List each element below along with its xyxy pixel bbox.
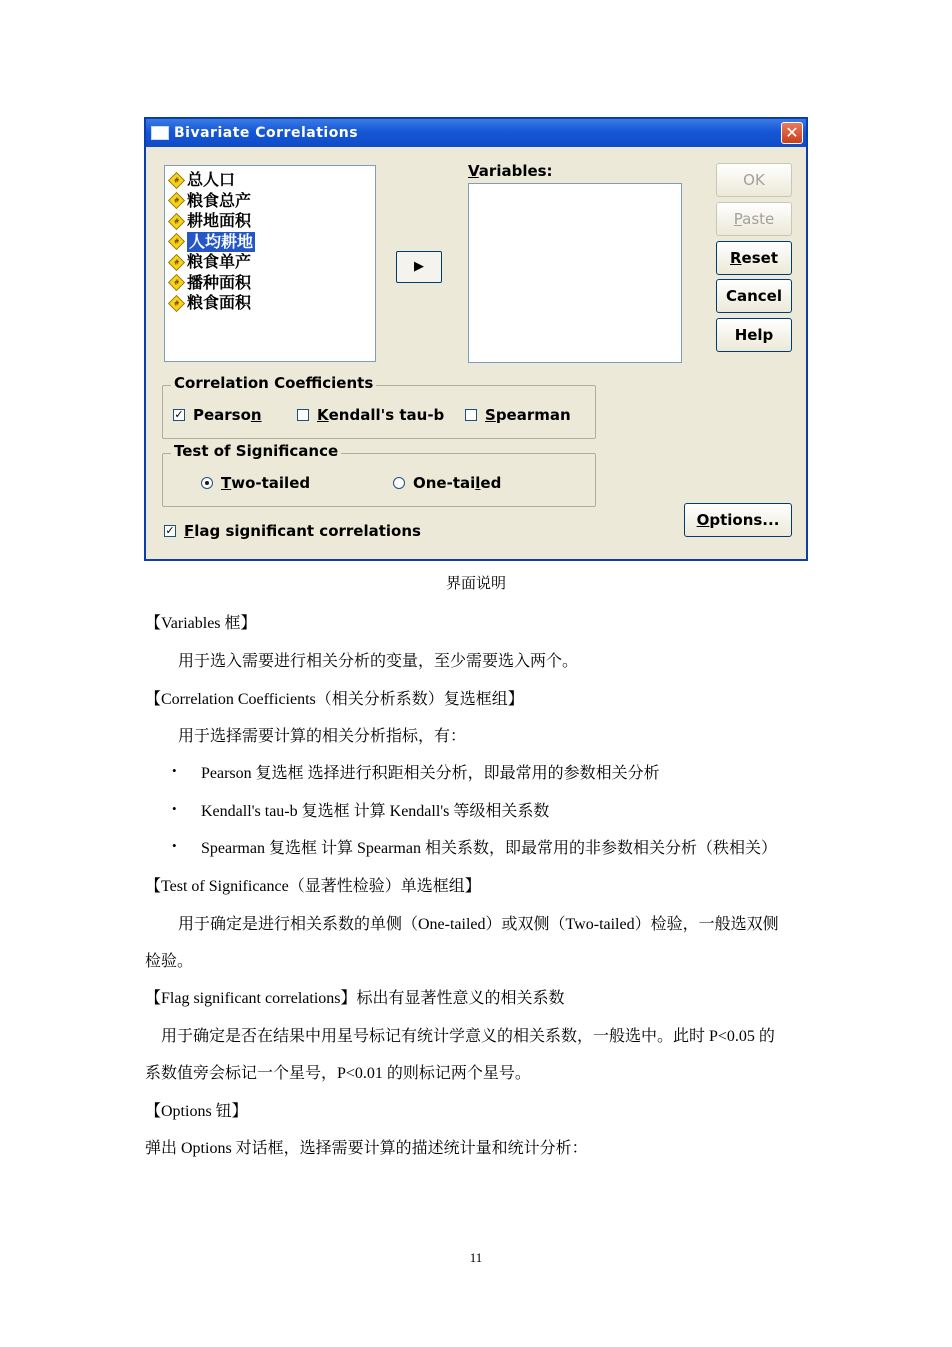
scale-variable-icon: # [168, 254, 185, 271]
bullet-icon: • [172, 838, 177, 853]
section-heading: 【Flag significant correlations】标出有显著性意义的相关系数 [145, 990, 565, 1007]
list-item: Spearman 复选框 计算 Spearman 相关系数，即最常用的非参数相关分析（秩相关） [201, 840, 777, 857]
flag-significant-checkbox[interactable]: ✓ F lag significant correlations [165, 522, 421, 540]
paragraph: 用于确定是否在结果中用星号标记有统计学意义的相关系数，一般选中。此时 P<0.05 的 [161, 1028, 775, 1045]
paragraph: 用于选入需要进行相关分析的变量，至少需要选入两个。 [178, 653, 579, 670]
scale-variable-icon: # [168, 295, 185, 312]
variables-label: Variables: [468, 162, 553, 180]
list-item[interactable]: # 粮食面积 [169, 293, 375, 314]
paragraph: 系数值旁会标记一个星号，P<0.01 的则标记两个星号。 [145, 1065, 531, 1082]
options-button[interactable]: Options... [684, 503, 792, 537]
paragraph: 用于确定是进行相关系数的单侧（One-tailed）或双侧（Two-tailed）检验，一般选双侧 [178, 916, 779, 933]
list-item[interactable]: # 播种面积 [169, 273, 375, 294]
scale-variable-icon: # [168, 233, 185, 250]
paragraph: 弹出 Options 对话框，选择需要计算的描述统计量和统计分析： [145, 1140, 588, 1157]
checkbox-checked-icon: ✓ [174, 408, 184, 421]
list-item-selected[interactable]: # 人均耕地 [169, 232, 375, 253]
pearson-checkbox[interactable]: ✓ Pearso n [174, 406, 262, 424]
source-variable-list[interactable] [164, 165, 376, 362]
section-heading: 【Variables 框】 [145, 615, 257, 632]
cancel-button[interactable]: Cancel [716, 279, 792, 313]
move-to-variables-button[interactable] [396, 251, 442, 283]
variables-list[interactable] [468, 183, 682, 363]
arrow-right-icon: ▶ [414, 259, 424, 274]
paragraph: 检验。 [145, 953, 194, 970]
group-legend: Correlation Coefficients [171, 374, 376, 392]
close-button[interactable]: ✕ [781, 122, 803, 144]
scale-variable-icon: # [168, 172, 185, 189]
list-item[interactable]: # 耕地面积 [169, 211, 375, 232]
ok-button[interactable]: OK [716, 163, 792, 197]
checkbox-unchecked-icon [465, 409, 477, 421]
figure-caption: 界面说明 [445, 576, 506, 592]
bivariate-correlations-dialog [144, 117, 808, 561]
two-tailed-radio[interactable]: T wo-tailed [201, 474, 310, 492]
section-heading: 【Options 钮】 [145, 1103, 248, 1120]
kendall-checkbox[interactable]: K endall's tau-b [297, 406, 444, 424]
scale-variable-icon: # [168, 274, 185, 291]
checkbox-unchecked-icon [297, 409, 309, 421]
list-item[interactable]: # 粮食单产 [169, 252, 375, 273]
spearman-checkbox[interactable]: S pearman [465, 406, 571, 424]
bullet-icon: • [172, 801, 177, 816]
list-item: Pearson 复选框 选择进行积距相关分析，即最常用的参数相关分析 [201, 765, 660, 782]
list-item: Kendall's tau-b 复选框 计算 Kendall's 等级相关系数 [201, 803, 550, 820]
section-heading: 【Correlation Coefficients（相关分析系数）复选框组】 [145, 691, 524, 708]
checkbox-checked-icon: ✓ [165, 524, 175, 537]
paste-button[interactable]: Paste [716, 202, 792, 236]
bullet-icon: • [172, 763, 177, 778]
list-item[interactable]: # 总人口 [169, 170, 375, 191]
radio-selected-icon [201, 477, 213, 489]
help-button[interactable]: Help [716, 318, 792, 352]
reset-button[interactable]: Reset [716, 241, 792, 275]
paragraph: 用于选择需要计算的相关分析指标，有： [178, 728, 467, 745]
title-bar[interactable] [146, 119, 806, 147]
list-item[interactable]: # 粮食总产 [169, 191, 375, 212]
correlation-coefficients-group [162, 374, 596, 439]
page-number: 11 [469, 1250, 483, 1265]
section-heading: 【Test of Significance（显著性检验）单选框组】 [145, 878, 481, 895]
scale-variable-icon: # [168, 213, 185, 230]
group-legend: Test of Significance [171, 442, 341, 460]
radio-unselected-icon [393, 477, 405, 489]
test-of-significance-group [162, 442, 596, 507]
dialog-title: Bivariate Correlations [174, 125, 359, 141]
one-tailed-radio[interactable]: One-tai l ed [393, 474, 501, 492]
window-icon [151, 126, 169, 140]
scale-variable-icon: # [168, 192, 185, 209]
